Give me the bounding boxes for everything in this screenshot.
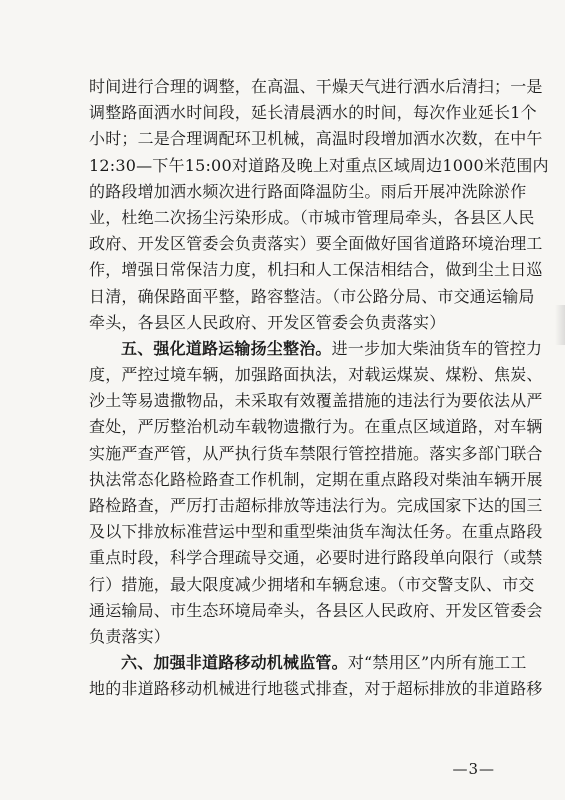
text-line [89, 519, 543, 545]
line-text: 路检路查，严厉打击超标排放等违法行为。完成国家下达的国三 [89, 496, 543, 515]
text-line [89, 284, 535, 310]
text-line [89, 257, 543, 283]
line-text: 执法常态化路检路查工作机制，定期在重点路段对柴油车辆开展 [89, 469, 543, 489]
line-text: 的路段增加洒水频次进行路面降温防尘。雨后开展冲洗除淤作 [89, 181, 527, 201]
line-text: 调整路面洒水时间段，延长清晨洒水的时间，每次作业延长1个 [89, 103, 537, 123]
text-line [89, 126, 543, 152]
scan-edge-mark [555, 305, 565, 345]
section-heading: 五、强化道路运输扬尘整治。 [121, 338, 332, 358]
section-heading: 六、加强非道路移动机械监管。 [121, 653, 348, 673]
text-line [89, 598, 543, 624]
line-text: 进一步加大柴油货车的管控力 [331, 338, 543, 358]
text-line [89, 388, 543, 414]
text-line [89, 650, 527, 676]
text-line [89, 179, 527, 205]
line-text: 对“禁用区”内所有施工工 [347, 653, 527, 673]
text-line [89, 572, 535, 598]
line-text: 地的非道路移动机械进行地毯式排查，对于超标排放的非道路移 [89, 679, 543, 699]
text-line [89, 153, 549, 179]
body-text [89, 74, 549, 703]
line-text: 牵头，各县区人民政府、开发区管委会负责落实） [89, 312, 446, 332]
text-line [89, 624, 492, 650]
line-text: 小时；二是合理调配环卫机械，高温时段增加洒水次数，在中午 [89, 129, 543, 149]
line-text: 沙土等易遗撒物品，未采取有效覆盖措施的违法行为要依法从严 [89, 391, 543, 411]
line-text: 政府、开发区管委会负责落实）要全面做好国省道路环境治理工 [89, 234, 543, 254]
text-line [89, 310, 492, 336]
line-text: 行）措施，最大限度减少拥堵和车辆怠速。（市交警支队、市交 [89, 574, 535, 594]
text-line [89, 362, 543, 388]
line-text: 业，杜绝二次扬尘污染形成。（市城市管理局牵头，各县区人民 [89, 207, 535, 227]
line-text: 及以下排放标准营运中型和重型柴油货车淘汰任务。在重点路段 [89, 522, 543, 542]
line-text: 重点时段，科学合理疏导交通，必要时进行路段单向限行（或禁 [89, 548, 543, 568]
text-line [89, 441, 543, 467]
text-line [89, 74, 543, 100]
line-text: 负责落实） [89, 626, 171, 646]
line-text: 12:30—下午15:00对道路及晚上对重点区域周边1000米范围内 [89, 155, 549, 175]
line-text: 通运输局、市生态环境局牵头，各县区人民政府、开发区管委会 [89, 600, 543, 620]
text-line [89, 231, 543, 257]
line-text: 实施严查严管，从严执行货车禁限行管控措施。落实多部门联合 [89, 443, 543, 463]
line-text: 度，严控过境车辆，加强路面执法，对载运煤炭、煤粉、焦炭、 [89, 365, 543, 385]
text-line [89, 467, 543, 493]
page-number: —3— [452, 760, 495, 778]
text-line [89, 545, 543, 571]
line-text: 时间进行合理的调整，在高温、干燥天气进行洒水后清扫；一是 [89, 77, 543, 96]
text-line [89, 414, 543, 440]
line-text: 查处，严厉整治机动车载物遗撒行为。在重点区域道路，对车辆 [89, 417, 543, 437]
line-text: 日清，确保路面平整，路容整洁。（市公路分局、市交通运输局 [89, 286, 535, 306]
text-line [89, 100, 537, 126]
text-line [89, 205, 535, 231]
text-line [89, 493, 543, 519]
text-line [89, 336, 543, 362]
line-text: 作，增强日常保洁力度，机扫和人工保洁相结合，做到尘土日巡 [89, 260, 543, 280]
text-line [89, 676, 543, 702]
